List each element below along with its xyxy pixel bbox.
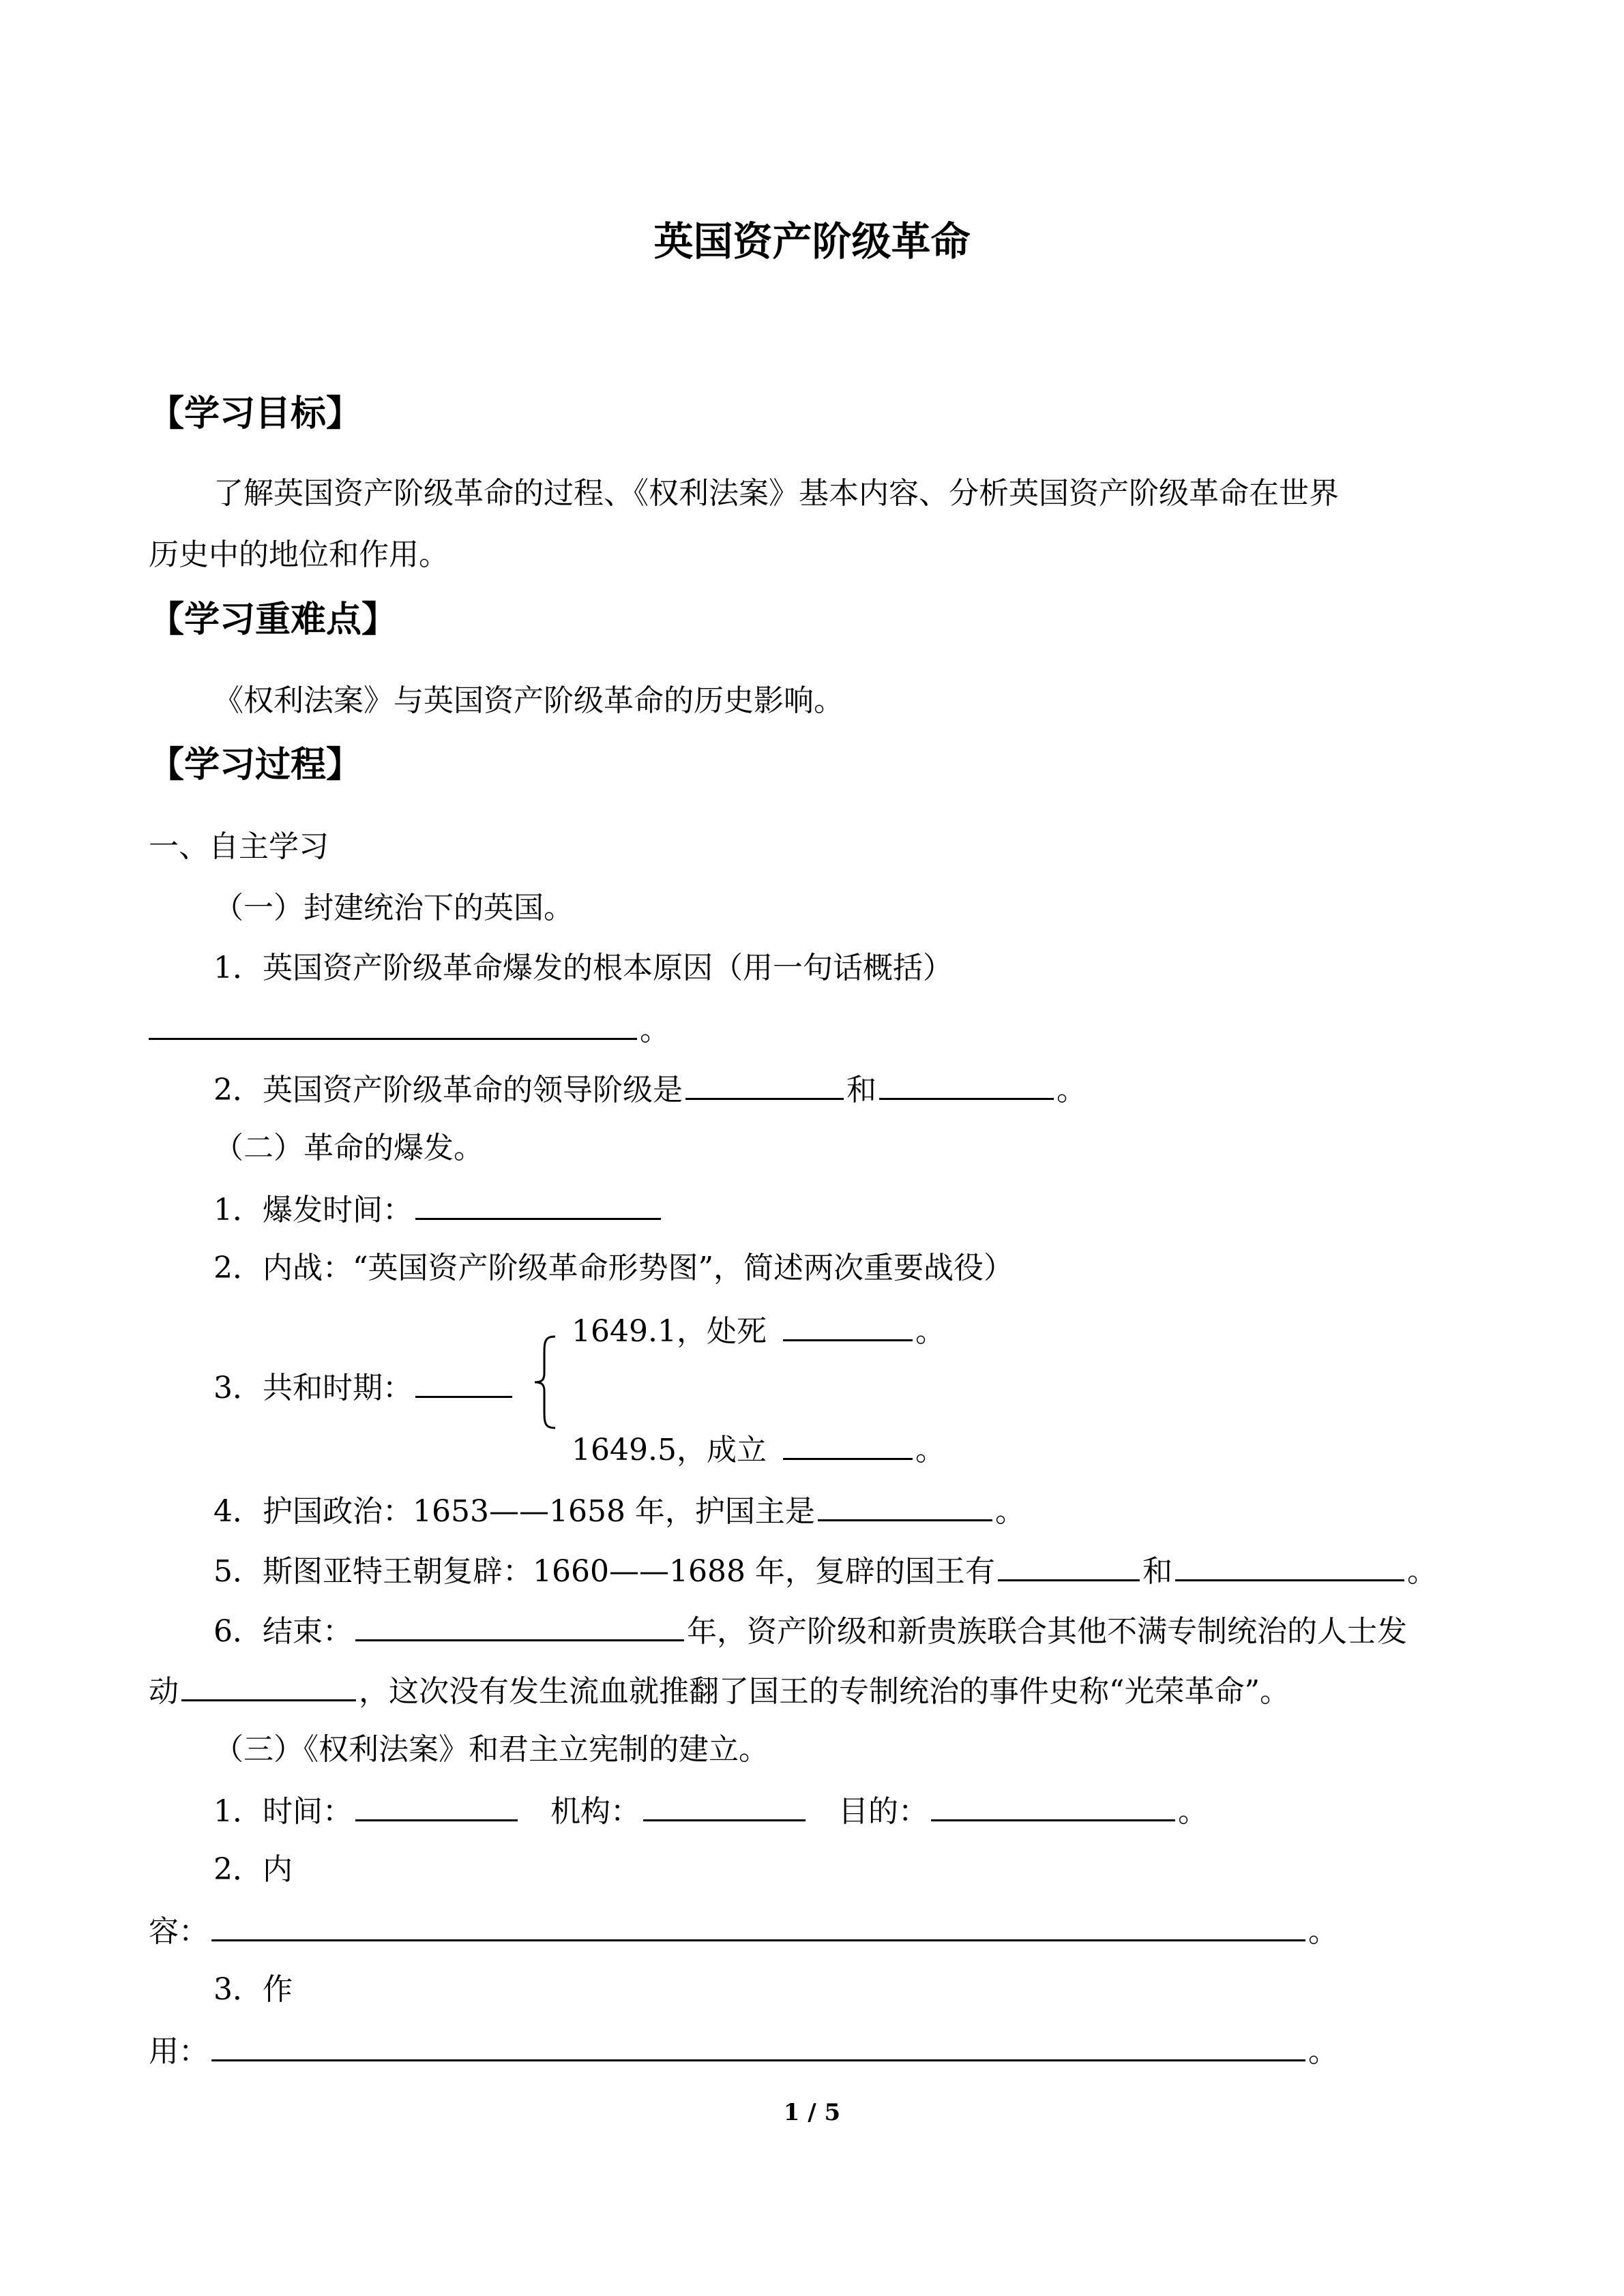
section-three-title: （三）《权利法案》和君主立宪制的建立。 bbox=[213, 1732, 769, 1767]
answer-blank[interactable] bbox=[685, 1068, 844, 1100]
answer-blank[interactable] bbox=[355, 1609, 684, 1641]
question-2-3-text: 3．共和时期： bbox=[213, 1371, 413, 1405]
process-heading: 【学习过程】 bbox=[149, 744, 362, 786]
question-1-2 bbox=[213, 1068, 1087, 1109]
section-two-title: （二）革命的爆发。 bbox=[213, 1131, 484, 1165]
answer-blank[interactable] bbox=[211, 1909, 1305, 1941]
content-label: 容： bbox=[149, 1914, 209, 1949]
question-1-2-text: 2．英国资产阶级革命的领导阶级是 bbox=[213, 1073, 683, 1107]
question-3-1 bbox=[213, 1789, 1208, 1830]
key-points-heading: 【学习重难点】 bbox=[149, 599, 398, 640]
period-mark: 。 bbox=[1308, 1914, 1338, 1949]
conjunction-text: 和 bbox=[1142, 1554, 1172, 1589]
question-2-4 bbox=[213, 1489, 1025, 1530]
answer-blank[interactable] bbox=[1175, 1549, 1404, 1581]
answer-blank[interactable] bbox=[181, 1669, 356, 1701]
curly-brace-icon bbox=[532, 1335, 559, 1429]
goal-text-line-2: 历史中的地位和作用。 bbox=[149, 537, 449, 572]
question-2-6 bbox=[213, 1609, 1407, 1650]
question-1-1: 1．英国资产阶级革命爆发的根本原因（用一句话概括） bbox=[213, 951, 953, 985]
goal-heading: 【学习目标】 bbox=[149, 393, 362, 434]
question-2-6-label: 6．结束： bbox=[213, 1614, 353, 1649]
question-2-3-bottom bbox=[572, 1428, 945, 1469]
period-mark: 。 bbox=[915, 1433, 945, 1467]
effect-label: 用： bbox=[149, 2034, 209, 2069]
institution-label: 机构： bbox=[550, 1794, 640, 1829]
period-mark: 。 bbox=[915, 1314, 945, 1349]
answer-blank[interactable] bbox=[998, 1549, 1140, 1581]
question-2-3-top bbox=[572, 1309, 945, 1350]
part-one-label: 一、自主学习 bbox=[149, 829, 329, 864]
question-2-1 bbox=[213, 1188, 664, 1229]
question-2-4-text: 4．护国政治：1653——1658 年，护国主是 bbox=[213, 1494, 815, 1529]
answer-blank[interactable] bbox=[931, 1789, 1175, 1821]
execution-text: 1649.1，处死 bbox=[572, 1314, 767, 1349]
answer-blank[interactable] bbox=[211, 2029, 1305, 2061]
question-3-2-answer-line bbox=[149, 1909, 1338, 1950]
answer-blank[interactable] bbox=[643, 1789, 806, 1821]
answer-blank[interactable] bbox=[818, 1489, 992, 1521]
question-2-5-text: 5．斯图亚特王朝复辟：1660——1688 年，复辟的国王有 bbox=[213, 1554, 995, 1589]
establish-text: 1649.5，成立 bbox=[572, 1433, 767, 1467]
question-3-3-answer-line bbox=[149, 2029, 1338, 2070]
period-mark: 。 bbox=[1057, 1073, 1087, 1107]
answer-blank[interactable] bbox=[415, 1366, 512, 1398]
time-label: 1．时间： bbox=[213, 1794, 353, 1829]
conjunction-text: 和 bbox=[846, 1073, 876, 1107]
answer-blank[interactable] bbox=[355, 1789, 518, 1821]
question-3-3-label: 3．作 bbox=[213, 1972, 293, 2007]
question-3-2-label: 2．内 bbox=[213, 1852, 293, 1887]
period-mark: 。 bbox=[994, 1494, 1025, 1529]
answer-blank[interactable] bbox=[149, 1008, 637, 1040]
question-2-2: 2．内战：“英国资产阶级革命形势图”，简述两次重要战役） bbox=[213, 1251, 1014, 1285]
goal-text-line-1: 了解英国资产阶级革命的过程、《权利法案》基本内容、分析英国资产阶级革命在世界 bbox=[213, 476, 1339, 511]
question-1-1-answer-line bbox=[149, 1008, 670, 1049]
period-mark: 。 bbox=[1308, 2034, 1338, 2069]
purpose-label: 目的： bbox=[838, 1794, 928, 1829]
period-mark: 。 bbox=[640, 1013, 670, 1047]
question-2-6-text: 年，资产阶级和新贵族联合其他不满专制统治的人士发 bbox=[687, 1614, 1407, 1649]
answer-blank[interactable] bbox=[783, 1428, 913, 1460]
key-points-text: 《权利法案》与英国资产阶级革命的历史影响。 bbox=[213, 683, 844, 718]
answer-blank[interactable] bbox=[783, 1309, 913, 1341]
answer-blank[interactable] bbox=[415, 1188, 661, 1220]
question-2-5 bbox=[213, 1549, 1437, 1590]
page-number: 1 / 5 bbox=[783, 2099, 841, 2126]
period-mark: 。 bbox=[1406, 1554, 1437, 1589]
page-title: 英国资产阶级革命 bbox=[653, 218, 971, 265]
period-mark: 。 bbox=[1178, 1794, 1208, 1829]
question-2-3 bbox=[213, 1366, 515, 1407]
question-2-6-continued bbox=[149, 1669, 1290, 1710]
answer-blank[interactable] bbox=[879, 1068, 1054, 1100]
question-2-1-text: 1．爆发时间： bbox=[213, 1193, 413, 1227]
question-2-6-verb: 动 bbox=[149, 1674, 179, 1709]
question-2-6-ending: ，这次没有发生流血就推翻了国王的专制统治的事件史称“光荣革命”。 bbox=[359, 1674, 1290, 1709]
section-one-title: （一）封建统治下的英国。 bbox=[213, 891, 574, 925]
